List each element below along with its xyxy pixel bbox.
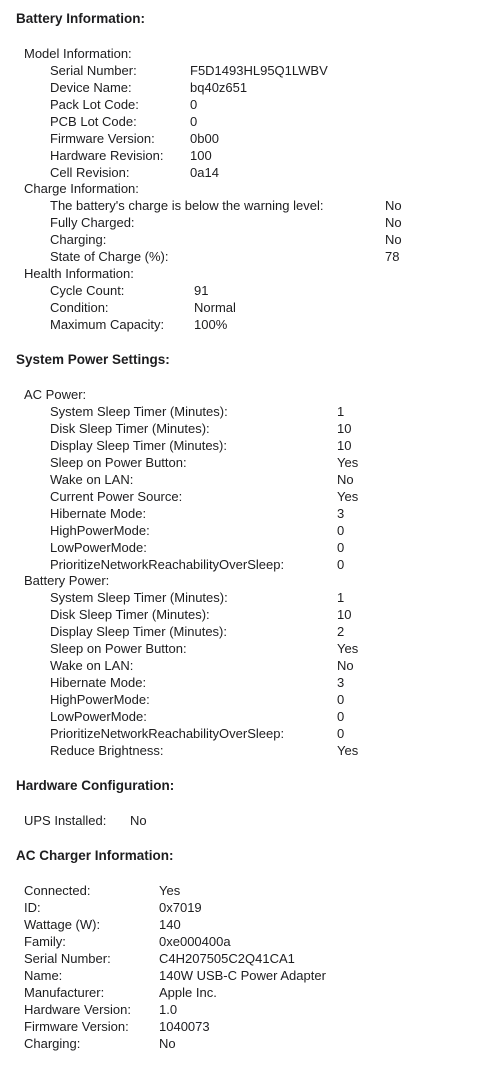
model-info-row-label: Firmware Version: [50, 131, 155, 146]
health-info-row-value: 100% [194, 317, 228, 332]
ac-charger-row-label: Wattage (W): [24, 917, 101, 932]
model-info-row-label: Hardware Revision: [50, 148, 164, 163]
battery-info-heading: Battery Information: [16, 11, 146, 26]
battery-power-row-label: Wake on LAN: [50, 658, 134, 673]
ac-charger-row-value: 1040073 [159, 1019, 210, 1034]
ac-power-row-label: Display Sleep Timer (Minutes): [50, 438, 227, 453]
ac-power-row-value: 10 [337, 421, 352, 436]
ac-power-row-label: PrioritizeNetworkReachabilityOverSleep: [50, 557, 285, 572]
charge-info-row-value: No [385, 215, 402, 230]
ac-power-row-value: 0 [337, 540, 345, 555]
ac-charger-row-value: Yes [159, 883, 181, 898]
hardware-config-heading: Hardware Configuration: [16, 778, 175, 793]
model-info-row-label: PCB Lot Code: [50, 114, 137, 129]
ac-power-row-value: 0 [337, 523, 345, 538]
ac-power-row-label: Sleep on Power Button: [50, 455, 187, 470]
ac-power-row-value: 10 [337, 438, 352, 453]
ac-charger-row-label: ID: [24, 900, 41, 915]
battery-power-label: Battery Power: [24, 573, 110, 588]
ac-charger-row-label: Hardware Version: [24, 1002, 131, 1017]
battery-power-row-value: 2 [337, 624, 345, 639]
health-info-row-label: Condition: [50, 300, 109, 315]
ac-charger-row-label: Manufacturer: [24, 985, 105, 1000]
battery-power-row-label: Disk Sleep Timer (Minutes): [50, 607, 210, 622]
model-info-row-value: 100 [190, 148, 212, 163]
health-info-row-label: Maximum Capacity: [50, 317, 165, 332]
charge-info-row-label: State of Charge (%): [50, 249, 169, 264]
system-power-heading: System Power Settings: [16, 352, 170, 367]
battery-power-row-value: 0 [337, 709, 345, 724]
battery-power-row-label: LowPowerMode: [50, 709, 147, 724]
model-info-row-label: Pack Lot Code: [50, 97, 139, 112]
health-info-row-value: 91 [194, 283, 209, 298]
model-info-row-value: bq40z651 [190, 80, 248, 95]
ac-charger-row-label: Serial Number: [24, 951, 111, 966]
ac-power-row-value: 3 [337, 506, 345, 521]
battery-power-row-label: HighPowerMode: [50, 692, 150, 707]
ac-power-row-label: LowPowerMode: [50, 540, 147, 555]
charge-info-row-label: The battery's charge is below the warning level: [50, 198, 324, 213]
battery-power-row-label: Sleep on Power Button: [50, 641, 187, 656]
ac-power-label: AC Power: [24, 387, 87, 402]
ac-charger-row-value: 1.0 [159, 1002, 178, 1017]
charge-info-row-label: Fully Charged: [50, 215, 135, 230]
battery-power-row-label: PrioritizeNetworkReachabilityOverSleep: [50, 726, 285, 741]
ac-charger-row-value: 140 [159, 917, 181, 932]
battery-power-row-value: 10 [337, 607, 352, 622]
health-info-row-label: Cycle Count: [50, 283, 125, 298]
model-info-row-value: 0a14 [190, 165, 219, 180]
charge-info-label: Charge Information: [24, 181, 139, 196]
ac-power-row-value: 0 [337, 557, 345, 572]
health-info-label: Health Information: [24, 266, 134, 281]
charge-info-row-value: 78 [385, 249, 400, 264]
ac-power-row-value: Yes [337, 455, 359, 470]
battery-power-row-value: 3 [337, 675, 345, 690]
battery-power-row-label: Display Sleep Timer (Minutes): [50, 624, 227, 639]
charge-info-row-value: No [385, 232, 402, 247]
model-info-row-label: Cell Revision: [50, 165, 130, 180]
ac-charger-row-label: Connected: [24, 883, 91, 898]
battery-power-row-value: Yes [337, 641, 359, 656]
ac-power-row-label: HighPowerMode: [50, 523, 150, 538]
ac-charger-row-value: Apple Inc. [159, 985, 217, 1000]
ac-charger-row-value: 0x7019 [159, 900, 202, 915]
model-info-row-value: 0 [190, 97, 198, 112]
ac-charger-row-label: Firmware Version: [24, 1019, 129, 1034]
model-info-row-value: 0 [190, 114, 198, 129]
ac-power-row-label: System Sleep Timer (Minutes): [50, 404, 228, 419]
battery-power-row-value: 0 [337, 726, 345, 741]
health-info-row-value: Normal [194, 300, 236, 315]
model-info-row-value: F5D1493HL95Q1LWBV [190, 63, 328, 78]
ac-power-row-label: Disk Sleep Timer (Minutes): [50, 421, 210, 436]
battery-power-row-value: Yes [337, 743, 359, 758]
model-info-row-label: Device Name: [50, 80, 132, 95]
ac-charger-row-label: Name: [24, 968, 63, 983]
ac-power-row-value: No [337, 472, 354, 487]
charge-info-row-label: Charging: [50, 232, 107, 247]
ac-charger-heading: AC Charger Information: [16, 848, 174, 863]
ups-installed-label: UPS Installed: [24, 813, 107, 828]
ac-charger-row-value: 140W USB-C Power Adapter [159, 968, 326, 983]
battery-power-row-value: 1 [337, 590, 345, 605]
ac-power-row-label: Wake on LAN: [50, 472, 134, 487]
ac-power-row-label: Current Power Source: [50, 489, 183, 504]
ac-power-row-value: Yes [337, 489, 359, 504]
battery-power-row-label: System Sleep Timer (Minutes): [50, 590, 228, 605]
battery-power-row-label: Reduce Brightness: [50, 743, 164, 758]
ac-power-row-value: 1 [337, 404, 345, 419]
battery-power-row-value: No [337, 658, 354, 673]
charge-info-row-value: No [385, 198, 402, 213]
model-info-label: Model Information: [24, 46, 132, 61]
model-info-row-label: Serial Number: [50, 63, 137, 78]
ac-power-row-label: Hibernate Mode: [50, 506, 147, 521]
ups-installed-value: No [130, 813, 147, 828]
ac-charger-row-label: Charging: [24, 1036, 81, 1051]
ac-charger-row-label: Family: [24, 934, 66, 949]
battery-power-row-value: 0 [337, 692, 345, 707]
ac-charger-row-value: 0xe000400a [159, 934, 231, 949]
ac-charger-row-value: C4H207505C2Q41CA1 [159, 951, 295, 966]
model-info-row-value: 0b00 [190, 131, 219, 146]
battery-power-row-label: Hibernate Mode: [50, 675, 147, 690]
ac-charger-row-value: No [159, 1036, 176, 1051]
